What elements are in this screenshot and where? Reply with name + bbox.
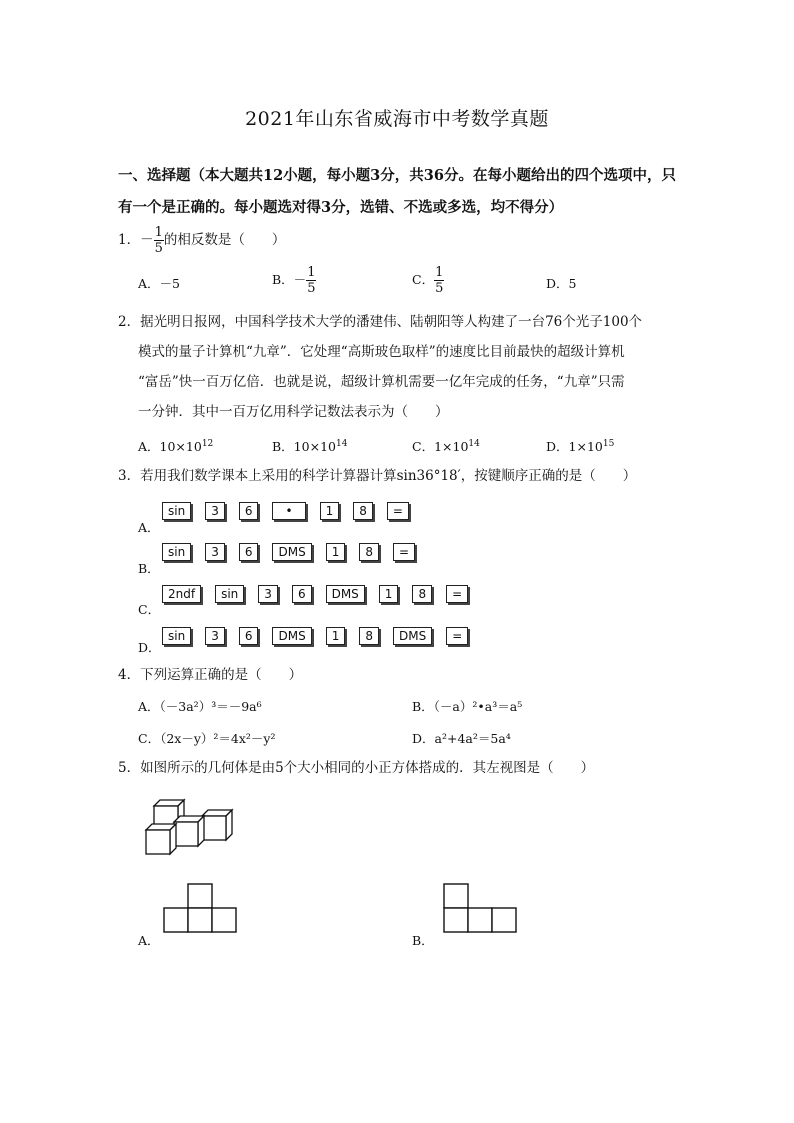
q3-keys-b [162, 543, 429, 561]
question-4: 4．下列运算正确的是（ ） [118, 667, 303, 683]
key: sin [162, 543, 191, 561]
q2-option-c-exponent: 14 [468, 438, 480, 449]
key: 8 [353, 502, 373, 520]
key: 1 [326, 543, 346, 561]
question-2-line3: “富岳”快一百万亿倍．也就是说，超级计算机需要一亿年完成的任务，“九章”只需 [138, 374, 625, 390]
key: 8 [359, 543, 379, 561]
key: 6 [239, 502, 259, 520]
fraction-numerator: 1 [154, 225, 163, 240]
key: = [446, 627, 468, 645]
geometry-solid-figure [140, 790, 244, 862]
question-5: 5．如图所示的几何体是由5个大小相同的小正方体搭成的．其左视图是（ ） [118, 760, 595, 776]
key: 6 [239, 627, 259, 645]
key: DMS [272, 627, 311, 645]
q2-option-c [412, 437, 480, 455]
key: DMS [326, 585, 365, 603]
key: 6 [292, 585, 312, 603]
fraction [306, 266, 316, 295]
key: 2ndf [162, 585, 201, 603]
key: 3 [205, 543, 225, 561]
fraction [434, 266, 444, 295]
q2-option-d [546, 437, 614, 455]
fraction-numerator: 1 [435, 265, 444, 280]
question-1-number: 1． [118, 232, 141, 248]
question-3: 3．若用我们数学课本上采用的科学计算器计算sin36°18′，按键顺序正确的是（ ） [118, 468, 637, 484]
page-title: 2021年山东省威海市中考数学真题 [245, 108, 549, 130]
q2-option-d-exponent: 15 [602, 438, 615, 449]
key: sin [162, 502, 191, 520]
key: DMS [272, 543, 311, 561]
q3-keys-a [162, 502, 423, 520]
question-2-line4: 一分钟．其中一百万亿用科学记数法表示为（ ） [138, 404, 449, 420]
key: 1 [320, 502, 340, 520]
question-2-line1: 2．据光明日报网，中国科学技术大学的潘建伟、陆朝阳等人构建了一台76个光子100个 [118, 314, 643, 330]
question-1 [118, 225, 678, 255]
q1-option-c-label: C． [412, 272, 435, 287]
key: 6 [239, 543, 259, 561]
key: 8 [359, 627, 379, 645]
q2-option-b [272, 437, 347, 455]
question-1-tail: 的相反数是（ ） [163, 232, 286, 248]
key: = [446, 585, 468, 603]
key: sin [162, 627, 191, 645]
q4-option-c: C．（2x－y）²＝4x²－y² [138, 731, 276, 746]
key: 1 [326, 627, 346, 645]
key: 8 [412, 585, 432, 603]
key: 3 [258, 585, 278, 603]
q1-option-c [412, 266, 444, 295]
q1-option-d: D．5 [546, 276, 577, 291]
q2-option-b-exponent: 14 [335, 438, 348, 449]
section-heading-line1: 一、选择题（本大题共12小题，每小题3分，共36分。在每小题给出的四个选项中，只 [118, 167, 676, 184]
key: 1 [379, 585, 399, 603]
fraction-denominator: 5 [307, 281, 316, 296]
key: DMS [393, 627, 432, 645]
q3-option-a-label: A． [138, 520, 160, 535]
key: sin [215, 585, 244, 603]
section-heading [118, 160, 678, 224]
key: = [393, 543, 415, 561]
fraction [154, 226, 164, 255]
q2-option-a-base: A．10×10 [138, 439, 202, 454]
view-option-b-figure [442, 882, 520, 934]
q1-option-a: A．－5 [138, 276, 180, 291]
key: • [272, 502, 305, 520]
q1-option-b-label: B．－ [272, 272, 307, 287]
q2-option-a [138, 437, 213, 455]
q1-option-b [272, 266, 316, 295]
q3-option-d-label: D． [138, 640, 161, 655]
q3-option-b-label: B． [138, 561, 160, 576]
q4-option-a: A．（－3a²）³＝－9a⁶ [138, 699, 262, 714]
q2-option-d-base: D．1×10 [546, 439, 603, 454]
q3-keys-c [162, 585, 482, 603]
q3-keys-d [162, 627, 482, 645]
key: 3 [205, 502, 225, 520]
q2-option-a-exponent: 12 [201, 438, 214, 449]
q2-option-b-base: B．10×10 [272, 439, 336, 454]
view-option-a-figure [162, 882, 240, 934]
fraction-denominator: 5 [435, 281, 444, 296]
question-1-minus: － [140, 232, 154, 248]
q5-option-a: A． [138, 933, 160, 948]
key: = [387, 502, 409, 520]
q3-option-c-label: C． [138, 602, 161, 617]
section-heading-line2: 有一个是正确的。每小题选对得3分，选错、不选或多选，均不得分） [118, 199, 564, 216]
q4-option-d: D．a²+4a²＝5a⁴ [412, 731, 511, 746]
question-2-line2: 模式的量子计算机“九章”．它处理“高斯玻色取样”的速度比目前最快的超级计算机 [138, 344, 625, 360]
q2-option-c-base: C．1×10 [412, 439, 469, 454]
key: 3 [205, 627, 225, 645]
q4-option-b: B．（－a）²•a³＝a⁵ [412, 699, 523, 714]
q5-option-b: B． [412, 933, 434, 948]
question-2 [118, 307, 678, 427]
fraction-denominator: 5 [154, 241, 163, 256]
fraction-numerator: 1 [307, 265, 316, 280]
